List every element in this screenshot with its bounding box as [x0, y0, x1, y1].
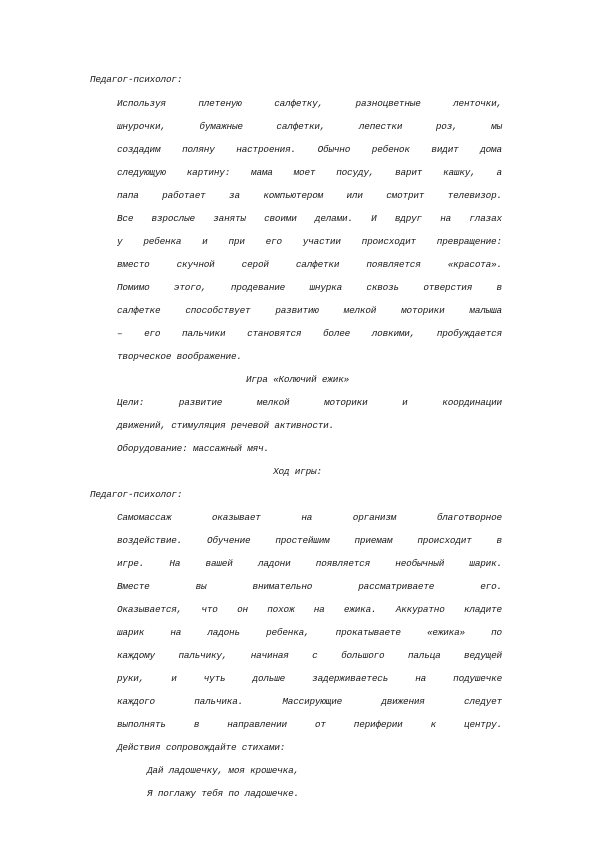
- word: его: [144, 328, 161, 339]
- word: кладите: [463, 604, 502, 615]
- word: или: [346, 190, 363, 201]
- paragraph-2-line: Действия сопровождайте стихами:: [117, 742, 286, 753]
- word: происходит: [361, 236, 416, 247]
- word: шнурка: [309, 282, 343, 293]
- word: И: [371, 213, 377, 224]
- word: ребенка: [143, 236, 182, 247]
- word: серой: [241, 259, 269, 270]
- poem-line: Дай ладошечку, моя крошечка,: [147, 765, 299, 776]
- word: отверстия: [423, 282, 473, 293]
- word: малыша: [469, 305, 502, 316]
- word: движения: [381, 696, 425, 707]
- word: вместо: [117, 259, 150, 270]
- word: этого,: [173, 282, 207, 293]
- word: своими: [264, 213, 297, 224]
- word: появляется: [315, 558, 371, 569]
- word: за: [229, 190, 240, 201]
- word: задерживаетесь: [312, 673, 389, 684]
- word: мелкой: [256, 397, 290, 408]
- word: шарик.: [469, 558, 502, 569]
- word: при: [228, 236, 245, 247]
- word: моет: [293, 167, 316, 178]
- equipment-line: Оборудование: массажный мяч.: [117, 443, 269, 454]
- paragraph-2-line: [117, 512, 502, 524]
- paragraph-1-line: [117, 259, 502, 271]
- paragraph-1-line: [117, 236, 502, 248]
- word: бумажные: [199, 121, 243, 132]
- word: ведущей: [463, 650, 502, 661]
- word: Все: [117, 213, 134, 224]
- word: ленточки,: [453, 98, 502, 109]
- word: салфетки,: [276, 121, 326, 132]
- word: выполнять: [117, 719, 166, 730]
- word: кашку,: [443, 167, 476, 178]
- paragraph-2-line: [117, 558, 502, 570]
- game-title: Игра «Колючий ежик»: [245, 374, 350, 385]
- word: Используя: [117, 98, 166, 109]
- word: «ежика»: [426, 627, 465, 638]
- word: более: [322, 328, 351, 339]
- speaker-label-2: Педагог-психолог:: [90, 489, 183, 500]
- word: Помимо: [117, 282, 150, 293]
- word: благотворное: [436, 512, 502, 523]
- word: чуть: [203, 673, 226, 684]
- word: смотрит: [386, 190, 425, 201]
- paragraph-1-line: творческое воображение.: [117, 351, 242, 362]
- word: делами.: [314, 213, 353, 224]
- paragraph-1-line: [117, 213, 502, 225]
- word: продевание: [230, 282, 286, 293]
- word: а: [496, 167, 502, 178]
- word: развитию: [275, 305, 319, 316]
- word: глазах: [469, 213, 502, 224]
- word: дома: [480, 144, 502, 155]
- poem-line: Я поглажу тебя по ладошечке.: [147, 788, 299, 799]
- paragraph-1-line: [117, 98, 502, 110]
- word: следует: [464, 696, 502, 707]
- word: ребенка,: [266, 627, 310, 638]
- word: на: [440, 213, 452, 224]
- word: заняты: [213, 213, 246, 224]
- word: салфетки: [295, 259, 340, 270]
- word: ладонь: [207, 627, 240, 638]
- word: дольше: [252, 673, 286, 684]
- word: развитие: [178, 397, 223, 408]
- word: он: [237, 604, 248, 615]
- word: становятся: [247, 328, 302, 339]
- paragraph-1-line: [117, 144, 502, 156]
- word: работает: [162, 190, 206, 201]
- word: Массирующие: [282, 696, 343, 707]
- word: организм: [352, 512, 397, 523]
- word: роз,: [435, 121, 458, 132]
- word: оказывает: [211, 512, 261, 523]
- word: ребенок: [371, 144, 410, 155]
- word: Самомассаж: [117, 512, 172, 523]
- word: салфетку,: [274, 98, 324, 109]
- word: участии: [302, 236, 341, 247]
- word: лепестки: [358, 121, 403, 132]
- word: и: [171, 673, 177, 684]
- word: пальца: [407, 650, 441, 661]
- word: на: [415, 673, 427, 684]
- word: необычный: [395, 558, 445, 569]
- word: поляну: [182, 144, 215, 155]
- word: подушечке: [453, 673, 502, 684]
- word: вдруг: [394, 213, 422, 224]
- word: варит: [395, 167, 423, 178]
- word: направлении: [227, 719, 287, 730]
- word: следующую: [117, 167, 166, 178]
- word: на: [301, 512, 313, 523]
- paragraph-2-line: [117, 604, 502, 616]
- word: воздействие.: [117, 535, 183, 546]
- word: прокатываете: [335, 627, 401, 638]
- paragraph-1-line: [117, 121, 502, 133]
- word: посуду,: [336, 167, 375, 178]
- word: На: [169, 558, 181, 569]
- word: и: [402, 397, 408, 408]
- word: в: [193, 719, 200, 730]
- word: по: [491, 627, 502, 638]
- word: что: [201, 604, 218, 615]
- paragraph-1-line: [117, 190, 502, 202]
- word: руки,: [117, 673, 145, 684]
- word: создадим: [117, 144, 161, 155]
- word: пальчика.: [194, 696, 244, 707]
- word: пальчику,: [178, 650, 228, 661]
- word: рассматриваете: [358, 581, 435, 592]
- word: простейшим: [275, 535, 330, 546]
- word: периферии: [353, 719, 403, 730]
- word: игре.: [117, 558, 145, 569]
- word: каждого: [117, 696, 155, 707]
- word: «красота».: [447, 259, 502, 270]
- paragraph-2-line: [117, 650, 502, 662]
- word: вы: [195, 581, 207, 592]
- paragraph-2-line: [117, 581, 502, 593]
- word: у: [117, 236, 123, 247]
- game-course-heading: Ход игры:: [273, 466, 322, 477]
- word: шнурочки,: [117, 121, 166, 132]
- word: Цели:: [117, 397, 145, 408]
- word: моторики: [324, 397, 368, 408]
- word: центру.: [464, 719, 502, 730]
- paragraph-2-line: [117, 627, 502, 639]
- word: на: [313, 604, 325, 615]
- word: на: [170, 627, 182, 638]
- word: способствует: [185, 305, 251, 316]
- word: и: [202, 236, 208, 247]
- word: мы: [491, 121, 502, 132]
- goal-line: [117, 397, 502, 409]
- word: в: [496, 535, 502, 546]
- word: картину:: [186, 167, 231, 178]
- word: Вместе: [117, 581, 150, 592]
- word: мама: [251, 167, 273, 178]
- word: шарик: [117, 627, 145, 638]
- word: Аккуратно: [395, 604, 445, 615]
- word: появляется: [366, 259, 421, 270]
- paragraph-2-line: [117, 535, 502, 547]
- paragraph-1-line: [117, 167, 502, 179]
- word: пальчики: [182, 328, 226, 339]
- word: салфетке: [117, 305, 161, 316]
- word: взрослые: [151, 213, 195, 224]
- word: Обучение: [207, 535, 251, 546]
- word: моторики: [401, 305, 445, 316]
- word: его: [265, 236, 282, 247]
- word: внимательно: [252, 581, 313, 592]
- word: к: [430, 719, 437, 730]
- word: –: [117, 328, 123, 339]
- word: от: [314, 719, 326, 730]
- word: скучной: [176, 259, 215, 270]
- word: телевизор.: [447, 190, 502, 201]
- word: компьютером: [263, 190, 324, 201]
- word: ладони: [257, 558, 291, 569]
- paragraph-1-line: [117, 282, 502, 294]
- word: видит: [431, 144, 459, 155]
- word: вашей: [205, 558, 233, 569]
- paragraph-2-line: [117, 673, 502, 685]
- word: координации: [442, 397, 502, 408]
- goal-line: движений, стимуляция речевой активности.: [117, 420, 335, 431]
- word: ловкими,: [371, 328, 416, 339]
- word: Обычно: [317, 144, 351, 155]
- word: папа: [117, 190, 139, 201]
- paragraph-1-line: [117, 328, 502, 340]
- word: плетеную: [198, 98, 242, 109]
- word: большого: [341, 650, 385, 661]
- word: его.: [480, 581, 502, 592]
- word: приемам: [354, 535, 393, 546]
- word: происходит: [417, 535, 472, 546]
- word: настроения.: [236, 144, 296, 155]
- word: сквозь: [366, 282, 399, 293]
- word: превращение:: [436, 236, 502, 247]
- word: похож: [267, 604, 295, 615]
- word: Оказывается,: [117, 604, 183, 615]
- word: мелкой: [343, 305, 377, 316]
- word: начиная: [250, 650, 289, 661]
- paragraph-2-line: [117, 719, 502, 731]
- word: в: [496, 282, 502, 293]
- speaker-label-1: Педагог-психолог:: [90, 74, 183, 85]
- word: с: [312, 650, 318, 661]
- word: разноцветные: [355, 98, 421, 109]
- word: каждому: [117, 650, 155, 661]
- paragraph-2-line: [117, 696, 502, 708]
- word: ежика.: [343, 604, 377, 615]
- paragraph-1-line: [117, 305, 502, 317]
- word: пробуждается: [436, 328, 502, 339]
